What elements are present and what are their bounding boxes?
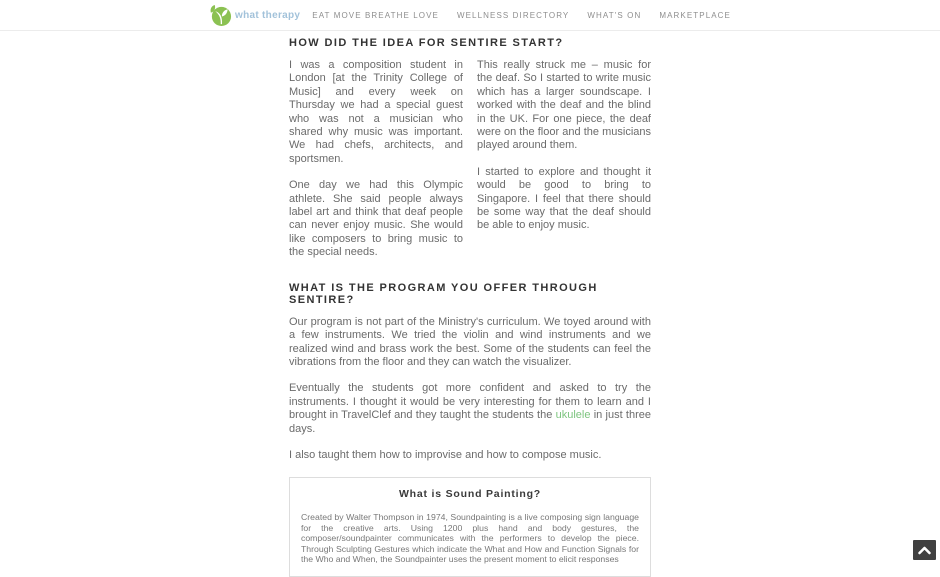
- site-header: [0, 0, 940, 31]
- paragraph: This really struck me – music for the deaf. So I started to write music which has a larger soundscape. I worked with the deaf and the blind in the UK. For one piece, the deaf were on the floor and the musicians played around them.: [477, 59, 651, 152]
- header-container: [209, 0, 731, 30]
- ukulele-link[interactable]: ukulele: [555, 409, 591, 422]
- paragraph-text: Eventually the students got more confident and asked to try the instruments. I thought it would be very interesting for them to learn and I brought in TravelClef and they taught the students the: [289, 382, 651, 422]
- paragraph-text: in just three days.: [289, 409, 651, 435]
- logo-plant-icon: [209, 4, 232, 27]
- sound-painting-infobox: [289, 477, 651, 577]
- paragraph: I also taught them how to improvise and how to compose music.: [289, 448, 602, 461]
- paragraph: I started to explore and thought it would be good to bring to Singapore. I feel that there should be some way that the deaf should be able to enjoy music.: [477, 165, 651, 232]
- paragraph: Our program is not part of the Ministry's curriculum. We toyed around with a few instruments. We tried the violin and wind instruments and we realized wind and brass work the best. Some of the students can feel the vibrations from the floor and they can watch the visualizer.: [289, 315, 651, 368]
- nav-item-eat-move-breathe-love[interactable]: EAT MOVE BREATHE LOVE: [312, 10, 439, 20]
- chevron-up-icon: [918, 546, 931, 555]
- two-column-text: [289, 59, 651, 273]
- nav-item-marketplace[interactable]: MARKETPLACE: [659, 10, 731, 20]
- paragraph: One day we had this Olympic athlete. She said people always label art and think that deaf people can never enjoy music. She would like composers to bring music to the special needs.: [289, 179, 463, 259]
- section-heading-program: WHAT IS THE PROGRAM YOU OFFER THROUGH SENTIRE?: [289, 281, 598, 306]
- logo-wordmark: what therapy: [235, 9, 301, 21]
- right-column: [477, 59, 651, 273]
- nav-item-wellness-directory[interactable]: WELLNESS DIRECTORY: [456, 10, 570, 20]
- infobox-body-text: Created by Walter Thompson in 1974, Soundpainting is a live composing sign language for the creative arts. Using 1200 plus hand and body gestures, the composer/soundpainter communicates with the performers to develop the piece. Through Sculpting Gestures which indicate the What and How and Function Signals for the Who and When, the Soundpainter uses the present moment to elicit responses: [301, 512, 639, 564]
- left-column: [289, 59, 463, 273]
- scroll-to-top-button[interactable]: [913, 540, 936, 560]
- paragraph: I was a composition student in London [at the Trinity College of Music] and every week on Thursday we had a special guest who was not a musician who shared why music was important. We had chefs, architects, and sportsmen.: [289, 59, 463, 165]
- site-logo[interactable]: [209, 4, 300, 27]
- nav-item-whats-on[interactable]: WHAT'S ON: [587, 10, 642, 20]
- article-content: [289, 31, 651, 577]
- paragraph: [289, 382, 651, 436]
- section-heading-sentire-start: HOW DID THE IDEA FOR SENTIRE START?: [289, 37, 564, 49]
- main-navigation: [312, 11, 731, 20]
- infobox-title: What is Sound Painting?: [398, 488, 542, 501]
- section-program: [289, 282, 651, 463]
